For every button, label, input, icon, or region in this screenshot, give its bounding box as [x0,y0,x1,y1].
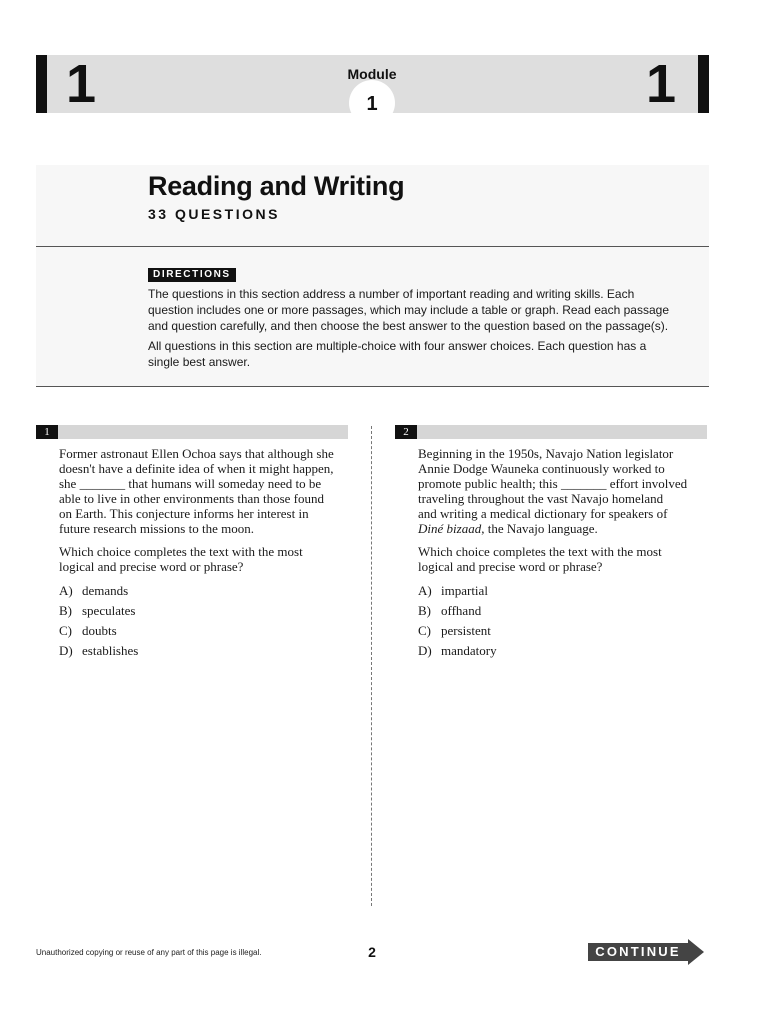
question-2-number: 2 [395,425,417,439]
continue-button[interactable] [588,939,706,965]
question-2-bar [395,425,707,439]
question-1-choice-b[interactable] [59,603,135,618]
passage-line: able to live in other environments than those found [59,491,324,506]
section-number-right: 1 [646,54,677,114]
arrow-right-icon [688,939,704,965]
passage-line-rest: , the Navajo language. [481,521,598,536]
prompt-line: logical and precise word or phrase? [418,559,603,574]
choice-letter: C) [59,623,72,638]
header-left-bar [36,55,47,113]
question-2-choice-d[interactable] [418,643,497,658]
directions-line: All questions in this section are multiple-choice with four answer choices. Each question has a [148,339,647,353]
column-divider [371,426,372,906]
question-2-choice-a[interactable] [418,583,488,598]
copyright-note: Unauthorized copying or reuse of any part of this page is illegal. [36,948,262,957]
directions-line: question includes one or more passages, which may include a table or graph. Read each passage [148,303,669,317]
passage-line: on Earth. This conjecture informs her interest in [59,506,309,521]
choice-letter: D) [59,643,73,658]
passage-line: future research missions to the moon. [59,521,254,536]
page-number: 2 [368,944,376,960]
choice-letter: B) [59,603,72,618]
question-2-prompt [418,544,708,574]
passage-line: Annie Dodge Wauneka continuously worked to [418,461,665,476]
passage-line: and writing a medical dictionary for speakers of [418,506,668,521]
passage-line: doesn't have a definite idea of when it might happen, [59,461,334,476]
choice-text: persistent [441,623,491,638]
passage-line: Beginning in the 1950s, Navajo Nation legislator [418,446,674,461]
module-label: Module [347,66,397,82]
directions-line: single best answer. [148,355,251,369]
choice-letter: C) [418,623,431,638]
continue-label: CONTINUE [588,943,688,961]
passage-line: promote public health; this _______ effort involved [418,476,688,491]
navajo-language-term: Diné bizaad [418,521,482,536]
question-count: 33 QUESTIONS [148,206,280,222]
question-2-choice-c[interactable] [418,623,491,638]
prompt-line: Which choice completes the text with the most [59,544,303,559]
directions-line: The questions in this section address a number of important reading and writing skills. Each [148,287,635,301]
choice-text: speculates [82,603,136,618]
prompt-line: Which choice completes the text with the most [418,544,662,559]
question-1-choice-a[interactable] [59,583,128,598]
choice-text: establishes [82,643,139,658]
question-1-number: 1 [36,425,58,439]
prompt-line: logical and precise word or phrase? [59,559,244,574]
directions-line: and question carefully, and then choose the best answer to the question based on the passage(s). [148,319,669,333]
module-number-circle [349,80,395,126]
question-1-choice-c[interactable] [59,623,117,638]
choice-text: doubts [82,623,117,638]
passage-line [418,521,708,536]
passage-line: Former astronaut Ellen Ochoa says that although she [59,446,334,461]
question-1-prompt [59,544,349,574]
choice-text: demands [82,583,129,598]
passage-line: traveling throughout the vast Navajo homeland [418,491,664,506]
choice-letter: B) [418,603,431,618]
choice-text: offhand [441,603,482,618]
passage-line: she _______ that humans will someday need to be [59,476,322,491]
question-2-choice-b[interactable] [418,603,481,618]
question-1-bar [36,425,348,439]
choice-letter: D) [418,643,432,658]
choice-letter: A) [418,583,432,598]
header-right-bar [698,55,709,113]
directions-rule [36,386,709,387]
page-title: Reading and Writing [148,171,405,201]
choice-text: impartial [441,583,488,598]
question-2-passage [418,446,708,536]
section-number-left: 1 [66,54,97,114]
directions-badge: DIRECTIONS [148,268,236,282]
question-1-passage [59,446,349,536]
question-1-choice-d[interactable] [59,643,138,658]
choice-text: mandatory [441,643,497,658]
choice-letter: A) [59,583,73,598]
module-number: 1 [366,93,378,115]
